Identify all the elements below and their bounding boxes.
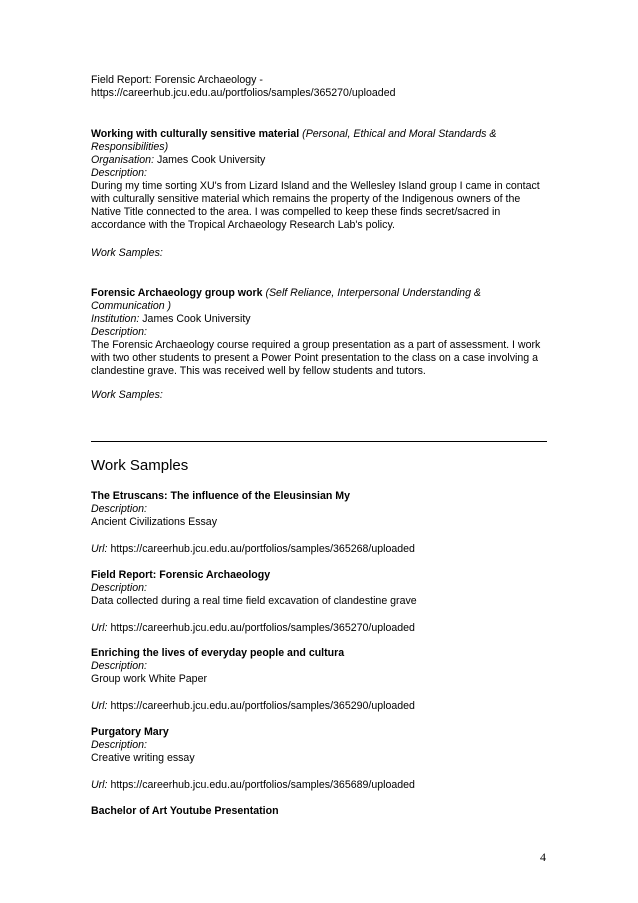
sample-description: Ancient Civilizations Essay	[91, 516, 217, 528]
sample-description-label: Description:	[91, 739, 147, 751]
work-samples-label: Work Samples:	[91, 389, 163, 401]
description-label: Description:	[91, 167, 147, 179]
url-label: Url:	[91, 700, 108, 712]
activity-tags-continued: Communication )	[91, 300, 172, 312]
sample-title: Bachelor of Art Youtube Presentation	[91, 805, 279, 817]
sample-url[interactable]: https://careerhub.jcu.edu.au/portfolios/samples/365268/uploaded	[110, 543, 415, 555]
description-line: clandestine grave. This was received well by fellow students and tutors.	[91, 365, 426, 377]
sample-title: The Etruscans: The influence of the Eleusinsian My	[91, 490, 351, 502]
description-line: with culturally sensitive material which remains the property of the Indigenous owners of the	[91, 193, 521, 205]
top-reference-title: Field Report: Forensic Archaeology -	[91, 74, 263, 86]
sample-title: Field Report: Forensic Archaeology	[91, 569, 271, 581]
description-line: The Forensic Archaeology course required a group presentation as a part of assessment. I work	[91, 339, 541, 351]
page-number: 4	[540, 850, 546, 864]
sample-description: Creative writing essay	[91, 752, 195, 764]
sample-title: Enriching the lives of everyday people and cultura	[91, 647, 345, 659]
description-line: accordance with the Tropical Archaeology Research Lab's policy.	[91, 219, 395, 231]
work-samples-label: Work Samples:	[91, 247, 163, 259]
url-label: Url:	[91, 779, 108, 791]
description-label: Description:	[91, 326, 147, 338]
sample-description-label: Description:	[91, 582, 147, 594]
activity-tags: (Personal, Ethical and Moral Standards &	[302, 128, 497, 140]
activity-group-work	[91, 287, 549, 378]
institution-value: James Cook University	[142, 313, 251, 325]
url-label: Url:	[91, 543, 108, 555]
sample-description: Group work White Paper	[91, 673, 207, 685]
activity-culturally-sensitive	[91, 128, 549, 232]
top-reference-url[interactable]: https://careerhub.jcu.edu.au/portfolios/samples/365270/uploaded	[91, 87, 396, 99]
sample-url[interactable]: https://careerhub.jcu.edu.au/portfolios/samples/365689/uploaded	[110, 779, 415, 791]
section-heading: Work Samples	[91, 457, 189, 474]
sample-description-label: Description:	[91, 503, 147, 515]
work-sample-item	[91, 726, 549, 791]
organisation-value: James Cook University	[156, 154, 266, 166]
organisation-label: Organisation:	[91, 154, 155, 166]
sample-description-label: Description:	[91, 660, 147, 672]
activity-title: Forensic Archaeology group work	[91, 287, 263, 299]
description-line: Native Title connected to the area. I was compelled to keep these finds secret/sacred in	[91, 206, 501, 218]
section-divider	[91, 441, 547, 442]
description-line: with two other students to present a Power Point presentation to the class on a case involving a	[91, 352, 538, 364]
work-sample-item	[91, 569, 549, 634]
institution-label: Institution:	[91, 313, 140, 325]
sample-title: Purgatory Mary	[91, 726, 169, 738]
activity-tags-continued: Responsibilities)	[91, 141, 169, 153]
sample-url[interactable]: https://careerhub.jcu.edu.au/portfolios/samples/365290/uploaded	[110, 700, 415, 712]
sample-description: Data collected during a real time field excavation of clandestine grave	[91, 595, 417, 607]
activity-tags: (Self Reliance, Interpersonal Understanding &	[265, 287, 481, 299]
work-sample-item	[91, 490, 549, 555]
activity-title: Working with culturally sensitive material	[91, 128, 300, 140]
description-line: During my time sorting XU's from Lizard Island and the Wellesley Island group I came in contact	[91, 180, 540, 192]
work-sample-item	[91, 647, 549, 712]
url-label: Url:	[91, 622, 108, 634]
top-reference	[91, 74, 549, 100]
sample-url[interactable]: https://careerhub.jcu.edu.au/portfolios/samples/365270/uploaded	[110, 622, 415, 634]
